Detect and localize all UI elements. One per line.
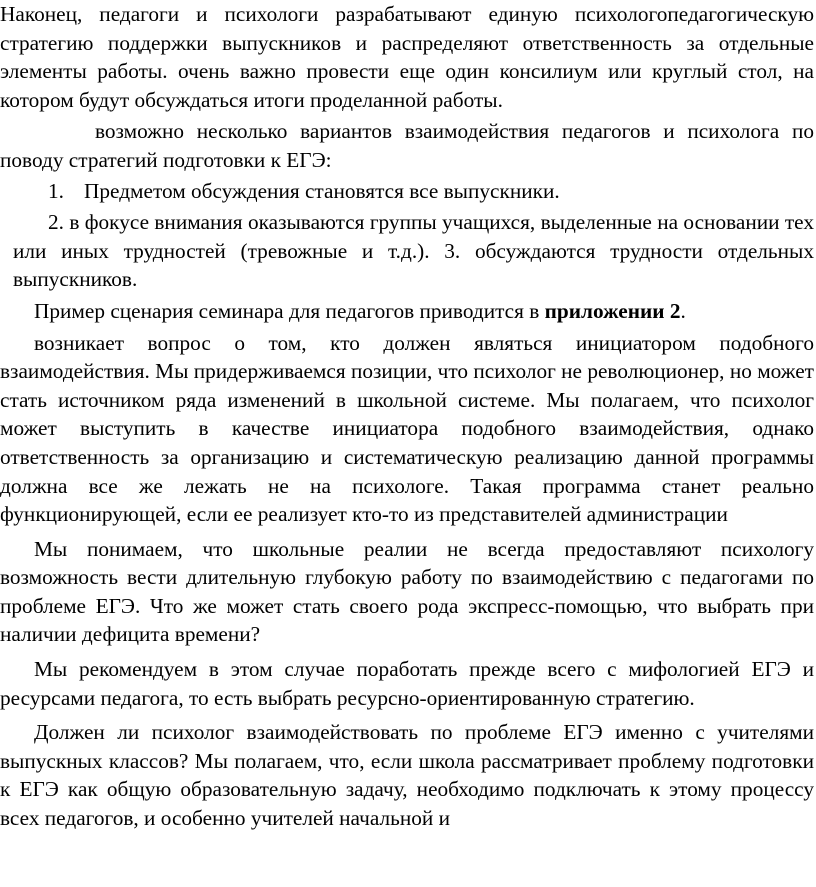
- paragraph-interaction-variants: возможно несколько вариантов взаимодействия педагогов и психолога по поводу стратегий подготовки к ЕГЭ:: [0, 119, 814, 172]
- seminar-example-text: Пример сценария семинара для педагогов приводится в: [34, 298, 545, 323]
- paragraph-conclusion: Наконец, педагоги и психологи разрабатывают единую психологопедагогическую стратегию поддержки выпускников и распределяют ответственность за отдельные элементы работы. очень важно провести еще один консилиум или круглый стол, на котором будут обсуждаться итоги проделанной работы.: [0, 2, 814, 112]
- list-item-number: 1.: [48, 178, 64, 203]
- numbered-list: [0, 177, 814, 294]
- appendix-reference: приложении 2: [544, 298, 681, 323]
- list-item: 2. в фокусе внимания оказываются группы учащихся, выделенные на основании тех или иных трудностей (тревожные и т.д.). 3. обсуждаются трудности отдельных выпускников.: [13, 210, 814, 292]
- paragraph-initiator-question: возникает вопрос о том, кто должен являться инициатором подобного взаимодействия. Мы придерживаемся позиции, что психолог не революционер, но может стать источником ряда изменений в школьной системе. Мы полагаем, что психолог может выступить в качестве инициатора подобного взаимодействия, однако ответственность за организацию и систематическую реализацию данной программы должна все же лежать не на психологе. Такая программа станет реально функционирующей, если ее реализует кто-то из представителей администрации: [0, 330, 814, 527]
- paragraph-teachers-question: Должен ли психолог взаимодействовать по проблеме ЕГЭ именно с учителями выпускных классов? Мы полагаем, что, если школа рассматривает проблему подготовки к ЕГЭ как общую образовательную задачу, необходимо подключать к этому процессу всех педагогов, и особенно учителей начальной и: [0, 720, 814, 831]
- seminar-example-end: .: [680, 298, 686, 323]
- list-item-text: Предметом обсуждения становятся все выпускники.: [84, 178, 560, 203]
- paragraph-school-realities: Мы понимаем, что школьные реалии не всегда предоставляют психологу возможность вести длительную глубокую работу по взаимодействию с педагогами по проблеме ЕГЭ. Что же может стать своего рода экспресс-помощью, что выбрать при наличии дефицита времени?: [0, 536, 814, 647]
- paragraph-seminar-example: [0, 297, 814, 326]
- list-item: [0, 177, 814, 206]
- paragraph-recommendation: Мы рекомендуем в этом случае поработать прежде всего с мифологией ЕГЭ и ресурсами педагога, то есть выбрать ресурсно-ориентированную стратегию.: [0, 657, 814, 710]
